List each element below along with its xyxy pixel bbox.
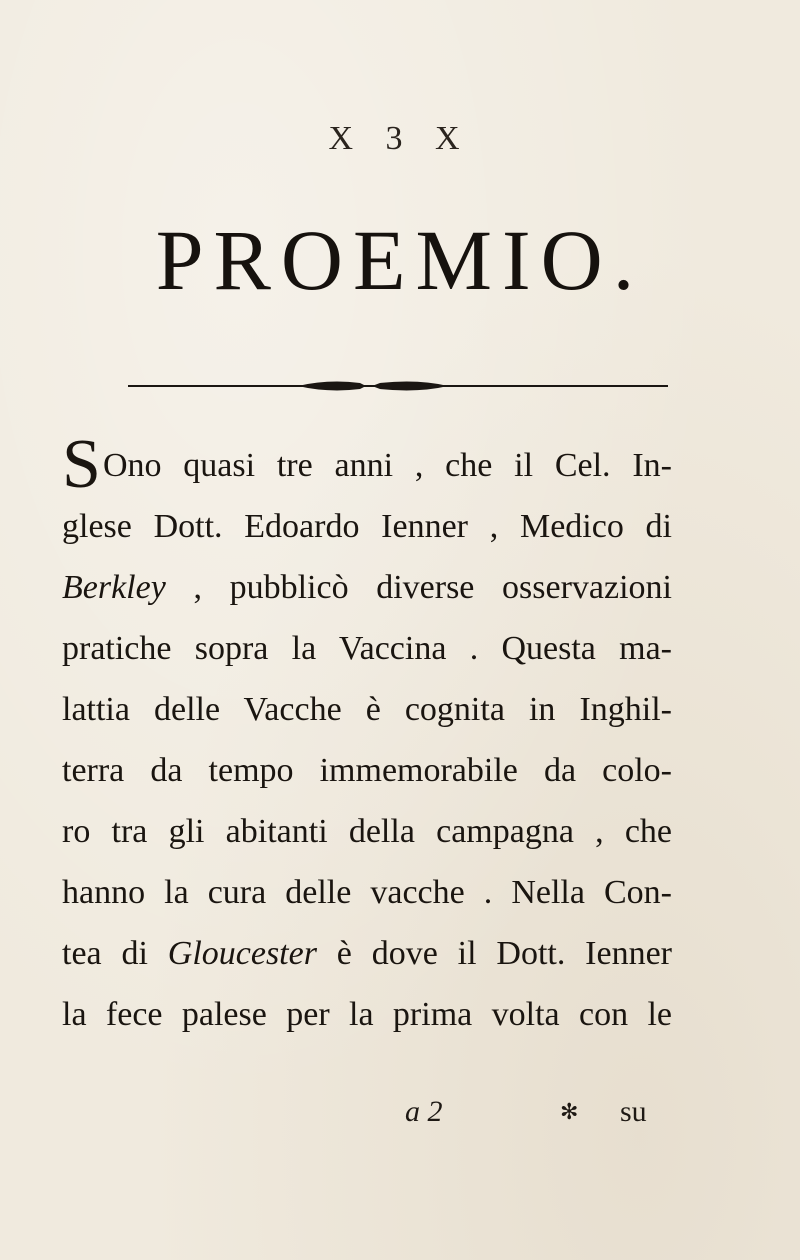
text-line [62,984,672,1045]
catchword: su [620,1095,647,1128]
text-line [62,618,672,679]
text-line [62,679,672,740]
signature-mark: a 2 [405,1095,443,1128]
text-line [62,740,672,801]
page-footer [0,1095,800,1145]
text-line [62,923,672,984]
text-line [62,801,672,862]
drop-cap: S [62,426,101,503]
text-run: Ono quasi tre anni , che il Cel. In- [102,447,672,484]
text-run: hanno la cura delle vacche . Nella Con- [62,874,672,911]
decorative-rule [128,378,668,394]
text-run: pratiche sopra la Vaccina . Questa ma- [62,630,672,667]
italic-text-run: Berkley [62,569,166,606]
text-run: glese Dott. Edoardo Ienner , Medico di [62,508,672,545]
text-run: la fece palese per la prima volta con le [62,996,672,1033]
text-run: lattia delle Vacche è cognita in Inghil- [62,691,672,728]
text-run: ro tra gli abitanti della campagna , che [62,813,672,850]
page-folio: X 3 X [328,120,472,157]
italic-text-run: Gloucester [167,935,317,972]
text-line [62,496,672,557]
text-line [62,557,672,618]
text-line [62,426,672,503]
text-run: terra da tempo immemorabile da colo- [62,752,672,789]
text-run: , pubblicò diverse osservazioni [165,569,672,606]
page-title: PROEMIO. [155,212,645,308]
body-text [62,426,672,1045]
text-line [62,862,672,923]
text-run: tea di [62,935,168,972]
asterisk-icon: ✻ [560,1099,579,1124]
text-run: è dove il Dott. Ienner [316,935,672,972]
